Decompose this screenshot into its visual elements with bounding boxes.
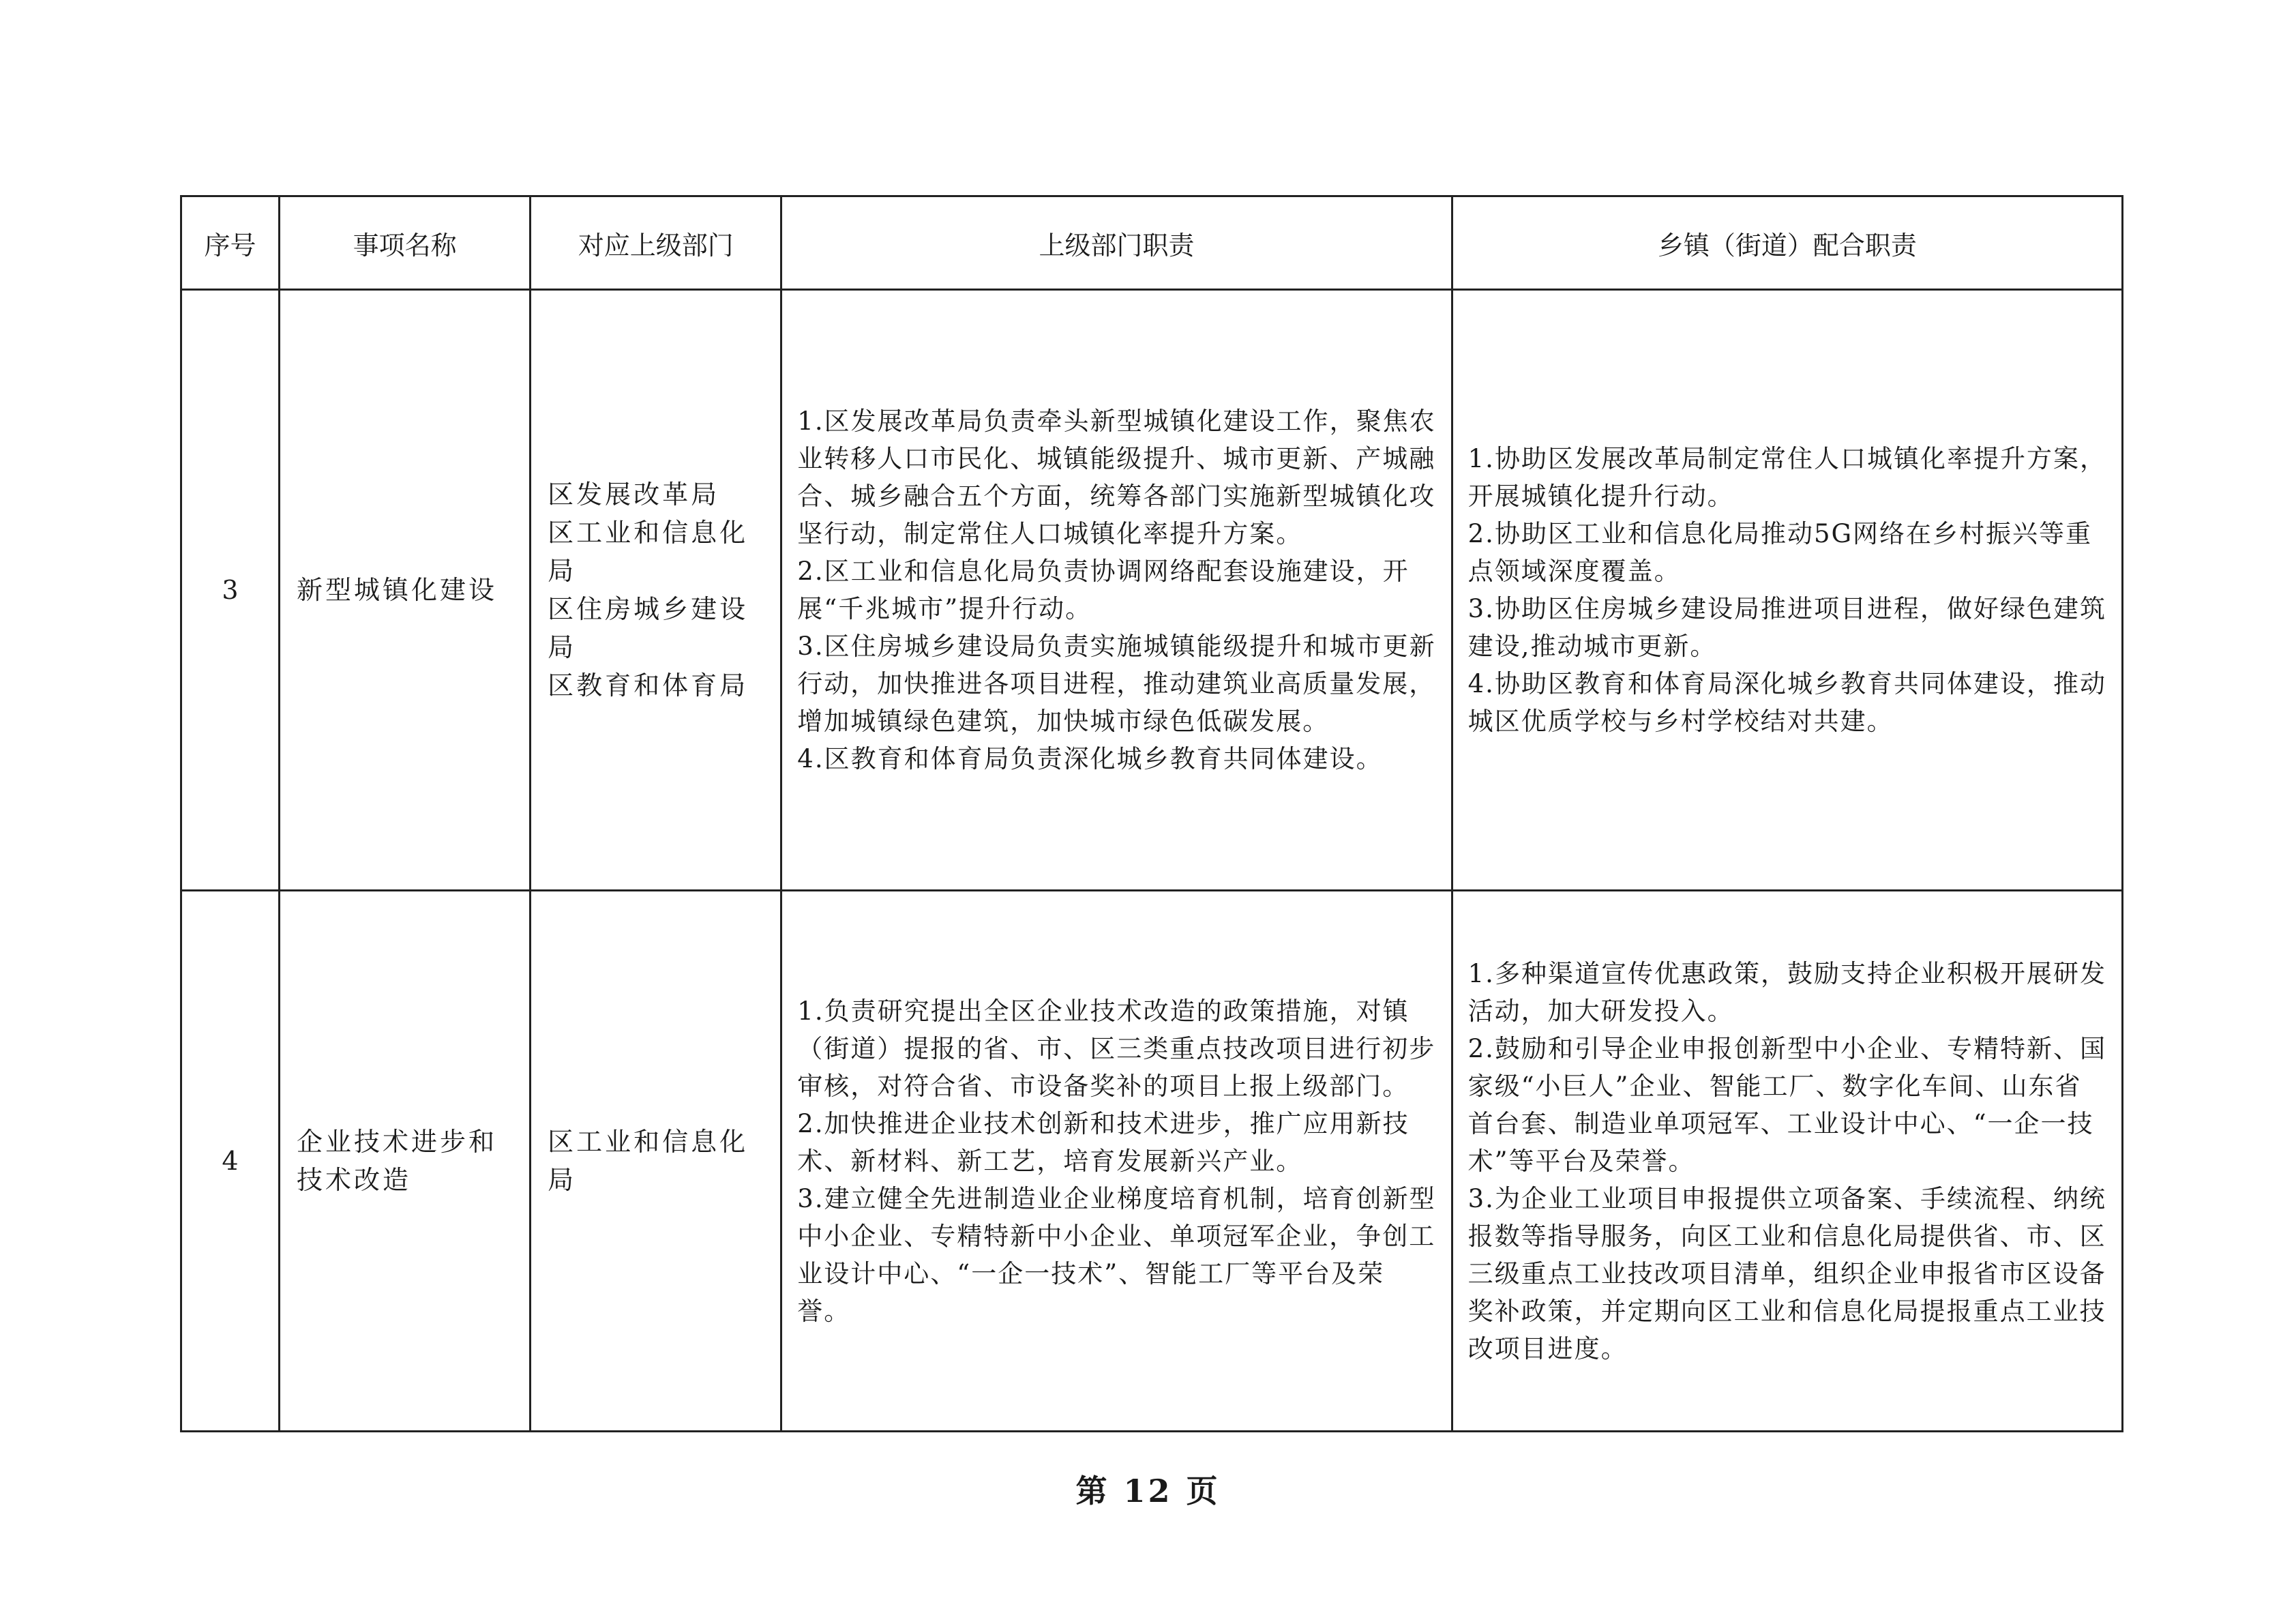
upper-duty-cell bbox=[781, 891, 1452, 1432]
department-line: 区工业和信息化局 bbox=[548, 1127, 749, 1195]
duty-table bbox=[180, 195, 2123, 1432]
department-line: 区住房城乡建设局 bbox=[548, 594, 749, 662]
upper-duty-item: 1.负责研究提出全区企业技术改造的政策措施，对镇（街道）提报的省、市、区三类重点技改项目进行初步审核，对符合省、市设备奖补的项目上报上级部门。 bbox=[797, 996, 1436, 1101]
upper-duty-cell bbox=[781, 290, 1452, 891]
town-duty-item: 1.多种渠道宣传优惠政策，鼓励支持企业积极开展研发活动，加大研发投入。 bbox=[1467, 958, 2106, 1026]
department-cell bbox=[531, 290, 781, 891]
upper-duty-item: 1.区发展改革局负责牵头新型城镇化建设工作，聚焦农业转移人口市民化、城镇能级提升、城市更新、产城融合、城乡融合五个方面，统筹各部门实施新型城镇化攻坚行动，制定常住人口城镇化率提升方案。 bbox=[797, 407, 1436, 548]
department-line: 区工业和信息化局 bbox=[548, 518, 749, 586]
header-upper-duty: 上级部门职责 bbox=[781, 196, 1452, 290]
upper-duty-item: 3.建立健全先进制造业企业梯度培育机制，培育创新型中小企业、专精特新中小企业、单项冠军企业，争创工业设计中心、“一企一技术”、智能工厂等平台及荣誉。 bbox=[797, 1183, 1436, 1326]
town-duty-item: 3.协助区住房城乡建设局推进项目进程，做好绿色建筑建设,推动城市更新。 bbox=[1467, 594, 2106, 661]
header-town-duty: 乡镇（街道）配合职责 bbox=[1452, 196, 2122, 290]
table-row bbox=[181, 290, 2123, 891]
town-duty-item: 2.鼓励和引导企业申报创新型中小企业、专精特新、国家级“小巨人”企业、智能工厂、数字化车间、山东省首台套、制造业单项冠军、工业设计中心、“一企一技术”等平台及荣誉。 bbox=[1467, 1033, 2106, 1176]
town-duty-cell bbox=[1452, 891, 2122, 1432]
item-name: 新型城镇化建设 bbox=[297, 575, 498, 605]
town-duty-item: 4.协助区教育和体育局深化城乡教育共同体建设，推动城区优质学校与乡村学校结对共建。 bbox=[1467, 669, 2106, 736]
town-duty-item: 2.协助区工业和信息化局推动5G网络在乡村振兴等重点领域深度覆盖。 bbox=[1467, 519, 2093, 586]
item-name: 企业技术进步和技术改造 bbox=[297, 1127, 498, 1195]
department-line: 区发展改革局 bbox=[548, 479, 720, 510]
town-duty-item: 1.协助区发展改革局制定常住人口城镇化率提升方案，开展城镇化提升行动。 bbox=[1467, 444, 2106, 511]
upper-duty-item: 3.区住房城乡建设局负责实施城镇能级提升和城市更新行动，加快推进各项目进程，推动建筑业高质量发展，增加城镇绿色建筑，加快城市绿色低碳发展。 bbox=[797, 632, 1436, 736]
header-name: 事项名称 bbox=[280, 196, 531, 290]
row-number: 3 bbox=[181, 290, 280, 891]
upper-duty-item: 2.区工业和信息化局负责协调网络配套设施建设，开展“千兆城市”提升行动。 bbox=[797, 557, 1410, 623]
row-number: 4 bbox=[181, 891, 280, 1432]
town-duty-cell bbox=[1452, 290, 2122, 891]
item-name-cell bbox=[280, 290, 531, 891]
item-name-cell bbox=[280, 891, 531, 1432]
page-number: 第 12 页 bbox=[1075, 1473, 1221, 1509]
upper-duty-item: 2.加快推进企业技术创新和技术进步，推广应用新技术、新材料、新工艺，培育发展新兴产业。 bbox=[797, 1108, 1410, 1176]
header-no: 序号 bbox=[181, 196, 280, 290]
table-header-row bbox=[181, 196, 2123, 290]
header-dept: 对应上级部门 bbox=[531, 196, 781, 290]
upper-duty-item: 4.区教育和体育局负责深化城乡教育共同体建设。 bbox=[797, 744, 1383, 773]
department-line: 区教育和体育局 bbox=[548, 670, 749, 700]
department-cell bbox=[531, 891, 781, 1432]
town-duty-item: 3.为企业工业项目申报提供立项备案、手续流程、纳统报数等指导服务，向区工业和信息化局提供省、市、区三级重点工业技改项目清单，组织企业申报省市区设备奖补政策，并定期向区工业和信息化局提报重点工业技改项目进度。 bbox=[1467, 1183, 2106, 1363]
table-row bbox=[181, 891, 2123, 1432]
